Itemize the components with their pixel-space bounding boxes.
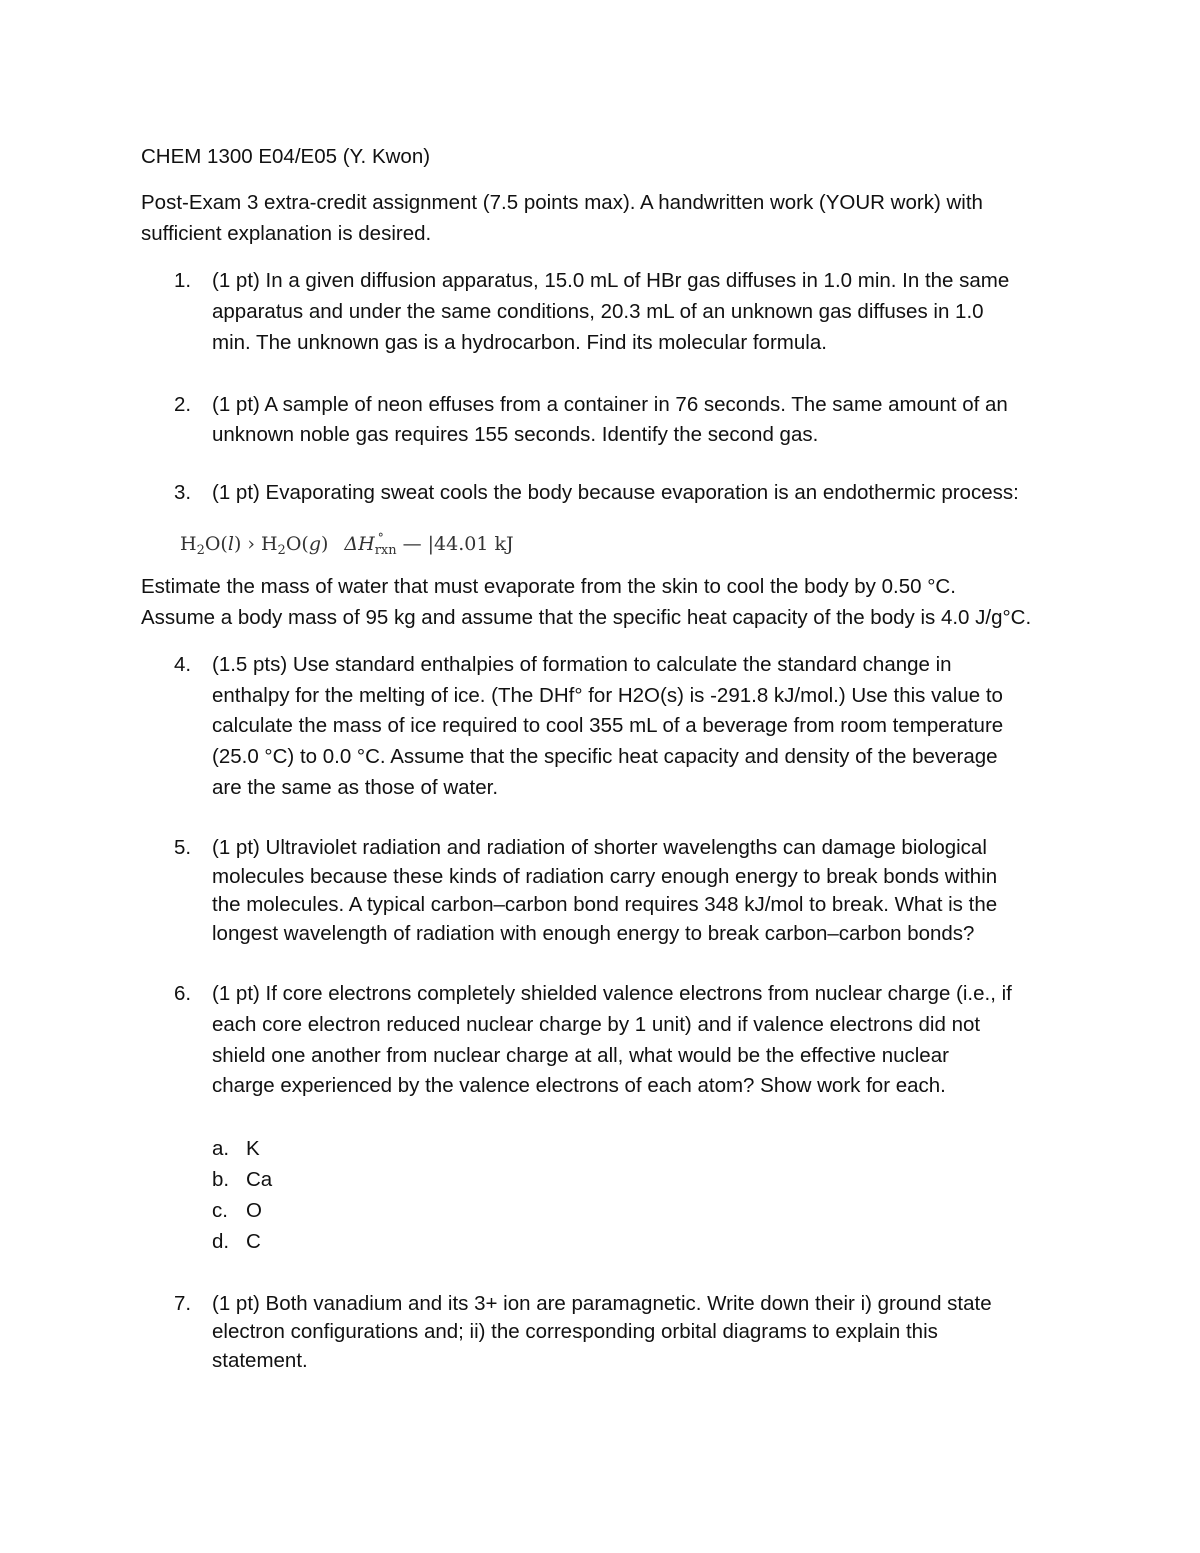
subitem-d-text: C xyxy=(246,1230,261,1253)
question-5-number: 5. xyxy=(174,836,192,859)
question-3-number: 3. xyxy=(174,481,192,504)
question-6-line-3: shield one another from nuclear charge at all, what would be the effective nuclear xyxy=(212,1044,949,1067)
question-5-line-4: longest wavelength of radiation with enough energy to break carbon–carbon bonds? xyxy=(212,922,975,945)
question-4-line-5: are the same as those of water. xyxy=(212,776,499,799)
equation-product: H2O(g) xyxy=(260,533,329,558)
intro-line-2: sufficient explanation is desired. xyxy=(141,222,432,245)
reaction-arrow: › xyxy=(247,533,255,555)
course-header: CHEM 1300 E04/E05 (Y. Kwon) xyxy=(141,145,431,168)
question-3-after-line-1: Estimate the mass of water that must evaporate from the skin to cool the body by 0.50 °C. xyxy=(141,575,956,598)
question-7-line-1: (1 pt) Both vanadium and its 3+ ion are paramagnetic. Write down their i) ground state xyxy=(212,1292,992,1315)
question-4-line-1: (1.5 pts) Use standard enthalpies of formation to calculate the standard change in xyxy=(212,653,952,676)
equals-sign: — xyxy=(402,533,422,555)
enthalpy-value: |44.01 kJ xyxy=(427,533,514,555)
question-4-line-2: enthalpy for the melting of ice. (The DHf° for H2O(s) is -291.8 kJ/mol.) Use this value to xyxy=(212,684,1003,707)
subitem-c-label: c. xyxy=(212,1199,228,1222)
question-3-line-1: (1 pt) Evaporating sweat cools the body because evaporation is an endothermic process: xyxy=(212,481,1019,504)
question-4-line-4: (25.0 °C) to 0.0 °C. Assume that the specific heat capacity and density of the beverage xyxy=(212,745,998,768)
enthalpy-symbol: ΔH ° rxn xyxy=(344,531,397,558)
question-5-line-2: molecules because these kinds of radiation carry enough energy to break bonds within xyxy=(212,865,998,888)
subitem-b-text: Ca xyxy=(246,1168,273,1191)
question-5-line-3: the molecules. A typical carbon–carbon bond requires 348 kJ/mol to break. What is the xyxy=(212,893,998,916)
equation-reactant: H2O(l) xyxy=(180,533,242,558)
question-2-line-1: (1 pt) A sample of neon effuses from a container in 76 seconds. The same amount of an xyxy=(212,393,1008,416)
question-7-line-3: statement. xyxy=(212,1349,308,1372)
question-2-line-2: unknown noble gas requires 155 seconds. Identify the second gas. xyxy=(212,423,819,446)
question-6-number: 6. xyxy=(174,982,192,1005)
question-6-line-2: each core electron reduced nuclear charge by 1 unit) and if valence electrons did not xyxy=(212,1013,981,1036)
question-2-number: 2. xyxy=(174,393,192,416)
question-6-line-4: charge experienced by the valence electrons of each atom? Show work for each. xyxy=(212,1074,946,1097)
subitem-d-label: d. xyxy=(212,1230,230,1253)
question-1-line-1: (1 pt) In a given diffusion apparatus, 15.0 mL of HBr gas diffuses in 1.0 min. In the same xyxy=(212,269,1010,292)
intro-line-1: Post-Exam 3 extra-credit assignment (7.5 points max). A handwritten work (YOUR work) with xyxy=(141,191,983,214)
subitem-b-label: b. xyxy=(212,1168,230,1191)
question-7-line-2: electron configurations and; ii) the corresponding orbital diagrams to explain this xyxy=(212,1320,938,1343)
question-4-number: 4. xyxy=(174,653,192,676)
question-6-line-1: (1 pt) If core electrons completely shielded valence electrons from nuclear charge (i.e., if xyxy=(212,982,1012,1005)
evaporation-equation xyxy=(180,530,514,565)
question-4-line-3: calculate the mass of ice required to cool 355 mL of a beverage from room temperature xyxy=(212,714,1004,737)
subitem-a-label: a. xyxy=(212,1137,230,1160)
subitem-c-text: O xyxy=(246,1199,262,1222)
question-1-line-2: apparatus and under the same conditions, 20.3 mL of an unknown gas diffuses in 1.0 xyxy=(212,300,984,323)
question-1-number: 1. xyxy=(174,269,192,292)
question-7-number: 7. xyxy=(174,1292,192,1315)
subitem-a-text: K xyxy=(246,1137,260,1160)
question-3-after-line-2: Assume a body mass of 95 kg and assume that the specific heat capacity of the body is 4.0 J/g°C. xyxy=(141,606,1032,629)
question-5-line-1: (1 pt) Ultraviolet radiation and radiation of shorter wavelengths can damage biological xyxy=(212,836,987,859)
question-1-line-3: min. The unknown gas is a hydrocarbon. Find its molecular formula. xyxy=(212,331,827,354)
